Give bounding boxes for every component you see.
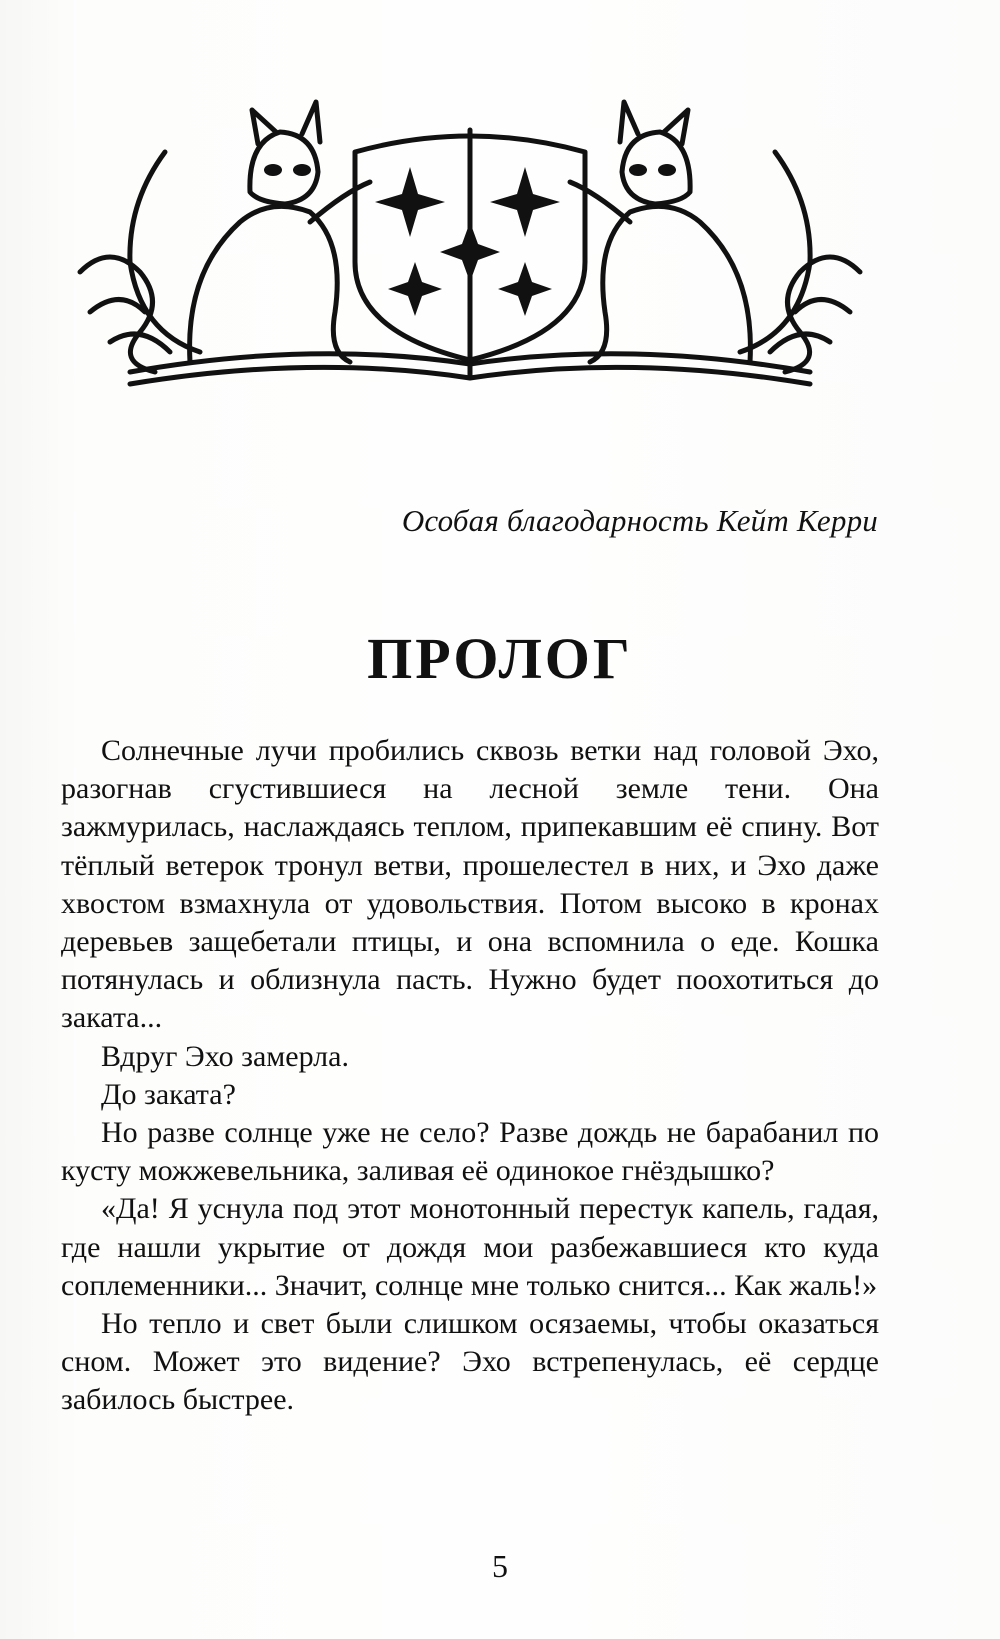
paragraph: Но тепло и свет были слишком осязаемы, чтобы оказаться сном. Может это видение? Эхо встрепенулась, её сердце забилось быстрее.: [61, 1307, 879, 1417]
paragraph: Вдруг Эхо замерла.: [101, 1039, 349, 1073]
prologue-text: [61, 732, 879, 1420]
paragraph: «Да! Я уснула под этот монотонный перестук капель, гадая, где нашли укрытие от дождя мои разбежавшиеся кто куда соплеменники... Значит, солнце мне только снится... Как жаль!»: [61, 1192, 879, 1302]
paragraph: До заката?: [101, 1077, 236, 1111]
paragraph: Солнечные лучи пробились сквозь ветки над головой Эхо, разогнав сгустившиеся на лесной земле тени. Она зажмурилась, наслаждаясь теплом, припекавшим её спину. Вот тёплый ветерок тронул ветви, прошелестел в них, и Эхо даже хвостом взмахнула от удовольствия. Потом высоко в кронах деревьев защебетали птицы, и она вспомнила о еде. Кошка потянулась и облизнула пасть. Нужно будет поохотиться до заката...: [61, 734, 879, 1035]
paragraph: Но разве солнце уже не село? Разве дождь не барабанил по кусту можжевельника, заливая её одинокое гнёздышко?: [61, 1116, 879, 1188]
dedication: Особая благодарность Кейт Керри: [401, 503, 878, 538]
cats-with-star-shield-and-open-book-icon: [70, 72, 870, 412]
page-number: 5: [492, 1548, 508, 1584]
chapter-title: ПРОЛОГ: [367, 626, 633, 691]
